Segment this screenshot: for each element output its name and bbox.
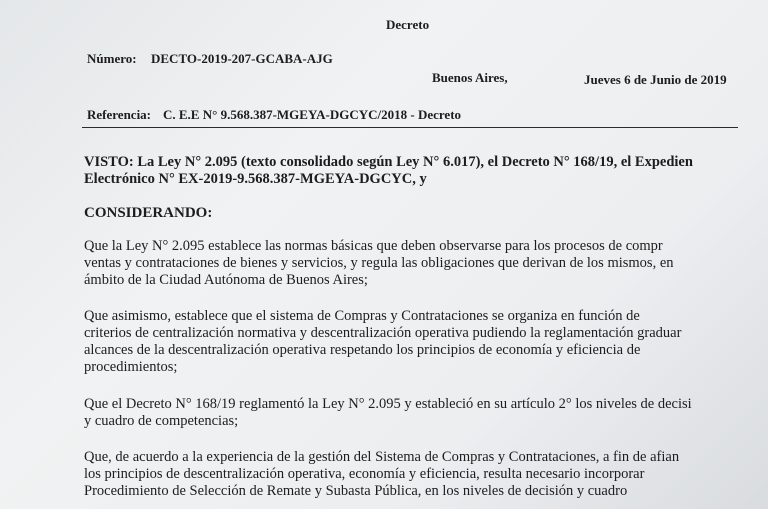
paragraph-line: ventas y contrataciones de bienes y servicios, y regula las obligaciones que derivan de los mismos, en xyxy=(84,255,674,271)
considerando-paragraph xyxy=(84,396,692,430)
paragraph-line: Que asimismo, establece que el sistema de Compras y Contrataciones se organiza en función de xyxy=(84,308,640,324)
paragraph-line: ámbito de la Ciudad Autónoma de Buenos Aires; xyxy=(84,272,368,288)
visto-line: VISTO: La Ley N° 2.095 (texto consolidado según Ley N° 6.017), el Decreto N° 168/19, el Expedien xyxy=(84,154,693,170)
paragraph-line: Que la Ley N° 2.095 establece las normas básicas que deben observarse para los procesos de compr xyxy=(84,238,663,254)
document-title: Decreto xyxy=(386,17,430,32)
numero-label: Número: xyxy=(87,51,137,66)
city-label: Buenos Aires, xyxy=(432,70,508,85)
paragraph-line: procedimientos; xyxy=(84,359,178,375)
document-date: Jueves 6 de Junio de 2019 xyxy=(584,72,727,87)
referencia-label: Referencia: xyxy=(87,107,152,122)
referencia-value: C. E.E N° 9.568.387-MGEYA-DGCYC/2018 - Decreto xyxy=(163,107,462,122)
paragraph-line: Que, de acuerdo a la experiencia de la gestión del Sistema de Compras y Contrataciones, a fin de afian xyxy=(84,449,680,465)
considerando-paragraph xyxy=(84,449,679,500)
considerando-paragraph xyxy=(84,238,674,289)
paragraph-line: y cuadro de competencias; xyxy=(84,413,239,429)
considerando-heading: CONSIDERANDO: xyxy=(84,205,213,221)
paragraph-line: criterios de centralización normativa y descentralización operativa pudiendo la reglamentación graduar xyxy=(84,325,682,341)
visto-paragraph xyxy=(84,154,693,188)
considerando-paragraph xyxy=(84,308,681,376)
header-divider xyxy=(82,127,738,128)
paragraph-line: Procedimiento de Selección de Remate y Subasta Pública, en los niveles de decisión y cuadro xyxy=(84,483,628,499)
numero-value: DECTO-2019-207-GCABA-AJG xyxy=(151,51,333,66)
paragraph-line: Que el Decreto N° 168/19 reglamentó la Ley N° 2.095 y estableció en su artículo 2° los niveles de decisi xyxy=(84,396,692,412)
paragraph-line: alcances de la descentralización operativa respetando los principios de economía y eficiencia de xyxy=(84,342,641,358)
paragraph-line: los principios de descentralización operativa, economía y eficiencia, resulta necesario incorporar xyxy=(84,466,645,482)
visto-line: Electrónico N° EX-2019-9.568.387-MGEYA-DGCYC, y xyxy=(84,171,427,187)
